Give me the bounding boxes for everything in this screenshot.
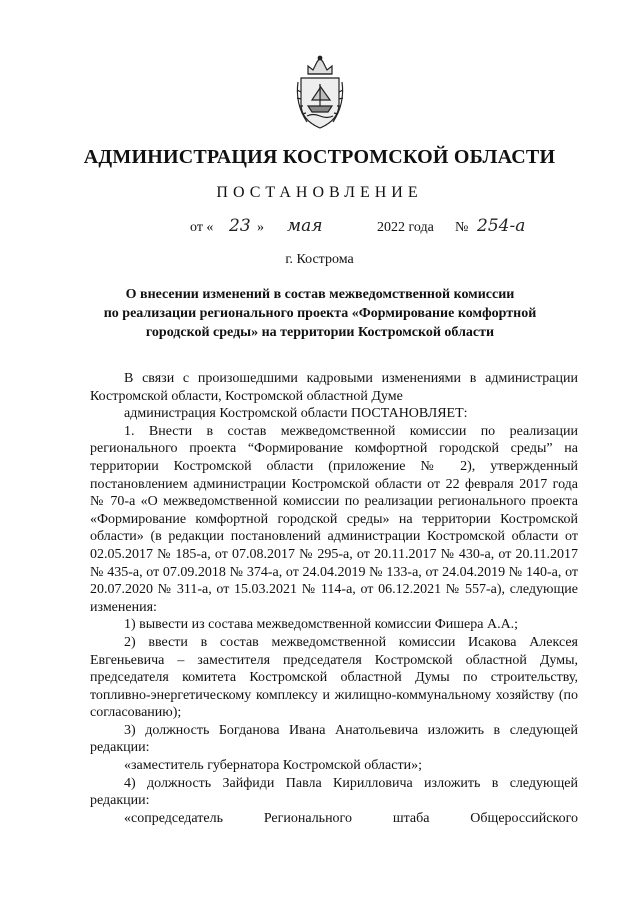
date-day: 23 (229, 216, 251, 236)
body-paragraph: 3) должность Богданова Ивана Анатольевича изложить в следующей редакции: (90, 722, 578, 756)
body-paragraph: 1) вывести из состава межведомственной комиссии Фишера А.А.; (124, 617, 519, 633)
title-line: О внесении изменений в состав межведомственной комиссии (125, 287, 515, 302)
title-line: по реализации регионального проекта «Формирование комфортной (103, 306, 537, 321)
city: г. Кострома (285, 252, 354, 267)
date-year: 2022 года (377, 220, 434, 235)
body-paragraph: 2) ввести в состав межведомственной комиссии Исакова Алексея Евгеньевича – заместителя председателя Костромской областной Думы, председателя комитета Костромской областной Думы по строительству, топливно-энергетическому комплексу и жилищно-коммунальному хозяйству (по согласованию); (90, 634, 578, 721)
title-line: городской среды» на территории Костромской области (145, 325, 495, 340)
body-paragraph: администрация Костромской области ПОСТАНОВЛЯЕТ: (124, 406, 468, 422)
body-paragraph: «сопредседатель Регионального штаба Общероссийского (124, 810, 578, 826)
body-paragraph: В связи с произошедшими кадровыми изменениями в администрации Костромской области, Костромской областной Думе (90, 371, 578, 404)
date-month: мая (287, 216, 323, 236)
date-line (0, 218, 639, 242)
date-quote-close: » (257, 220, 264, 235)
coat-of-arms-icon (293, 54, 347, 132)
document-number: 254-а (477, 216, 526, 236)
document-body (90, 370, 578, 827)
organization-name: АДМИНИСТРАЦИЯ КОСТРОМСКОЙ ОБЛАСТИ (83, 146, 556, 168)
body-paragraph: 1. Внести в состав межведомственной комиссии по реализации регионального проекта “Формирование комфортной городской среды” на территории Костромской области (приложение № 2), утвержденный постановлением администрации Костромской области от 22 февраля 2017 года № 70-а «О межведомственной комиссии по реализации регионального проекта «Формирование комфортной городской среды» на территории Костромской области» (в редакции постановлений администрации Костромской области от 02.05.2017 № 185-а, от 07.08.2017 № 295-а, от 20.11.2017 № 430-а, от 20.11.2017 № 435-а, от 07.09.2018 № 374-а, от 24.04.2019 № 133-а, от 24.04.2019 № 140-а, от 20.07.2020 № 311-а, от 15.03.2021 № 114-а, от 06.12.2021 № 557-а), следующие изменения: (90, 423, 578, 615)
number-sign: № (455, 220, 469, 235)
document-title (90, 285, 550, 342)
date-prefix: от « (190, 220, 214, 235)
document-type: ПОСТАНОВЛЕНИЕ (216, 184, 423, 201)
body-paragraph: «заместитель губернатора Костромской области»; (124, 758, 422, 774)
body-paragraph: 4) должность Зайфиди Павла Кирилловича изложить в следующей редакции: (90, 775, 578, 809)
